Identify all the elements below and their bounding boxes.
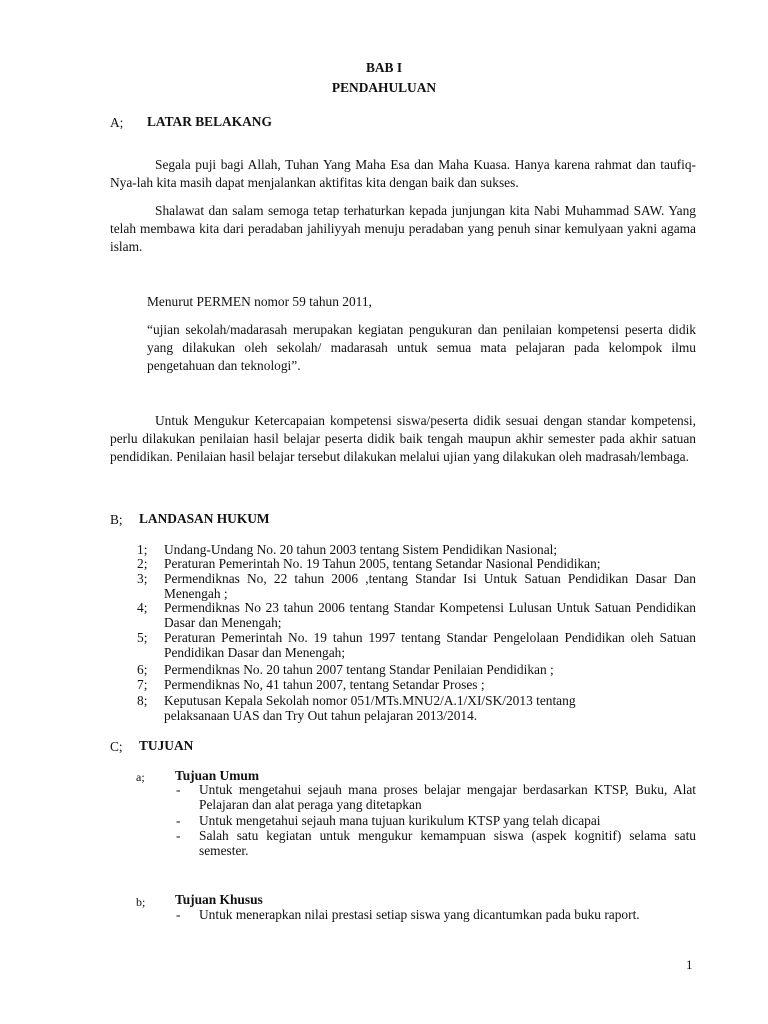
item-text: Permendiknas No, 41 tahun 2007, tentang Setandar Proses ;: [164, 677, 485, 692]
bullet-dash: -: [176, 813, 181, 828]
objective-text: Untuk menerapkan nilai prestasi setiap siswa yang dicantumkan pada buku raport.: [199, 907, 640, 922]
item-text: Permendiknas No. 20 tahun 2007 tentang Standar Penilaian Pendidikan ;: [164, 662, 554, 677]
paragraph-competency: Untuk Mengukur Ketercapaian kompetensi siswa/peserta didik sesuai dengan standar kompetensi, perlu dilakukan penilaian hasil belajar peserta didik baik tengah maupun akhir semester pada akhir satuan pendidikan. Penilaian hasil belajar tersebut dilakukan melalui ujian yang dilakukan oleh madrasah/lembaga.: [110, 413, 696, 464]
chapter-number: BAB I: [365, 60, 403, 75]
section-a-marker: A;: [110, 115, 124, 130]
paragraph-shalawat: Shalawat dan salam semoga tetap terhaturkan kepada junjungan kita Nabi Muhammad SAW. Yang telah membawa kita dari peradaban jahiliyyah menuju peradaban yang penuh sinar kemulyaan yakni agama islam.: [110, 203, 696, 254]
item-text-line-1: Keputusan Kepala Sekolah nomor 051/MTs.MNU2/A.1/XI/SK/2013 tentang: [164, 693, 576, 708]
item-text: Peraturan Pemerintah No. 19 tahun 1997 tentang Standar Pengelolaan Pendidikan oleh Satuan Pendidikan Dasar dan Menengah;: [164, 630, 696, 660]
section-c-title: TUJUAN: [139, 738, 194, 753]
paragraph-praise: Segala puji bagi Allah, Tuhan Yang Maha Esa dan Maha Kuasa. Hanya karena rahmat dan taufiq-Nya-lah kita masih dapat menjalankan aktifitas kita dengan baik dan sukses.: [110, 157, 696, 190]
section-b-marker: B;: [110, 512, 123, 527]
item-number: 8;: [137, 693, 148, 708]
bullet-dash: -: [176, 828, 181, 843]
page-number: 1: [686, 957, 693, 972]
section-c-marker: C;: [110, 739, 123, 754]
item-text-line-2: pelaksanaan UAS dan Try Out tahun pelajaran 2013/2014.: [164, 708, 478, 723]
subsection-b-marker: b;: [136, 895, 146, 909]
bullet-dash: -: [176, 782, 181, 797]
item-number: 3;: [137, 571, 148, 586]
subsection-a-marker: a;: [136, 770, 145, 784]
subsection-b-title: Tujuan Khusus: [175, 892, 263, 907]
item-number: 5;: [137, 630, 148, 645]
objective-text: Untuk mengetahui sejauh mana proses belajar mengajar berdasarkan KTSP, Buku, Alat Pelajaran dan alat peraga yang ditetapkan: [199, 782, 696, 812]
item-number: 2;: [137, 556, 148, 571]
objective-text: Salah satu kegiatan untuk mengukur kemampuan siswa (aspek kognitif) selama satu semester.: [199, 828, 696, 858]
chapter-title: PENDAHULUAN: [331, 80, 437, 95]
subsection-a-title: Tujuan Umum: [175, 768, 259, 783]
paragraph-permen-intro: Menurut PERMEN nomor 59 tahun 2011,: [147, 294, 372, 309]
item-text: Permendiknas No 23 tahun 2006 tentang Standar Kompetensi Lulusan Untuk Satuan Pendidikan Dasar dan Menengah;: [164, 600, 696, 630]
item-number: 1;: [137, 542, 148, 557]
section-b-title: LANDASAN HUKUM: [139, 511, 270, 526]
item-number: 6;: [137, 662, 148, 677]
quote-permen: “ujian sekolah/madarasah merupakan kegiatan pengukuran dan penilaian kompetensi peserta didik yang dilakukan oleh sekolah/ madarasah untuk semua mata pelajaran pada kelompok ilmu pengetahuan dan teknologi”.: [147, 322, 696, 373]
section-a-title: LATAR BELAKANG: [147, 114, 272, 129]
item-text: Peraturan Pemerintah No. 19 Tahun 2005, tentang Setandar Nasional Pendidikan;: [164, 556, 601, 571]
item-number: 4;: [137, 600, 148, 615]
bullet-dash: -: [176, 907, 181, 922]
item-text: Permendiknas No, 22 tahun 2006 ,tentang Standar Isi Untuk Satuan Pendidikan Dasar Dan Menengah ;: [164, 571, 696, 601]
objective-text: Untuk mengetahui sejauh mana tujuan kurikulum KTSP yang telah dicapai: [199, 813, 601, 828]
item-text: Undang-Undang No. 20 tahun 2003 tentang Sistem Pendidikan Nasional;: [164, 542, 558, 557]
item-number: 7;: [137, 677, 148, 692]
